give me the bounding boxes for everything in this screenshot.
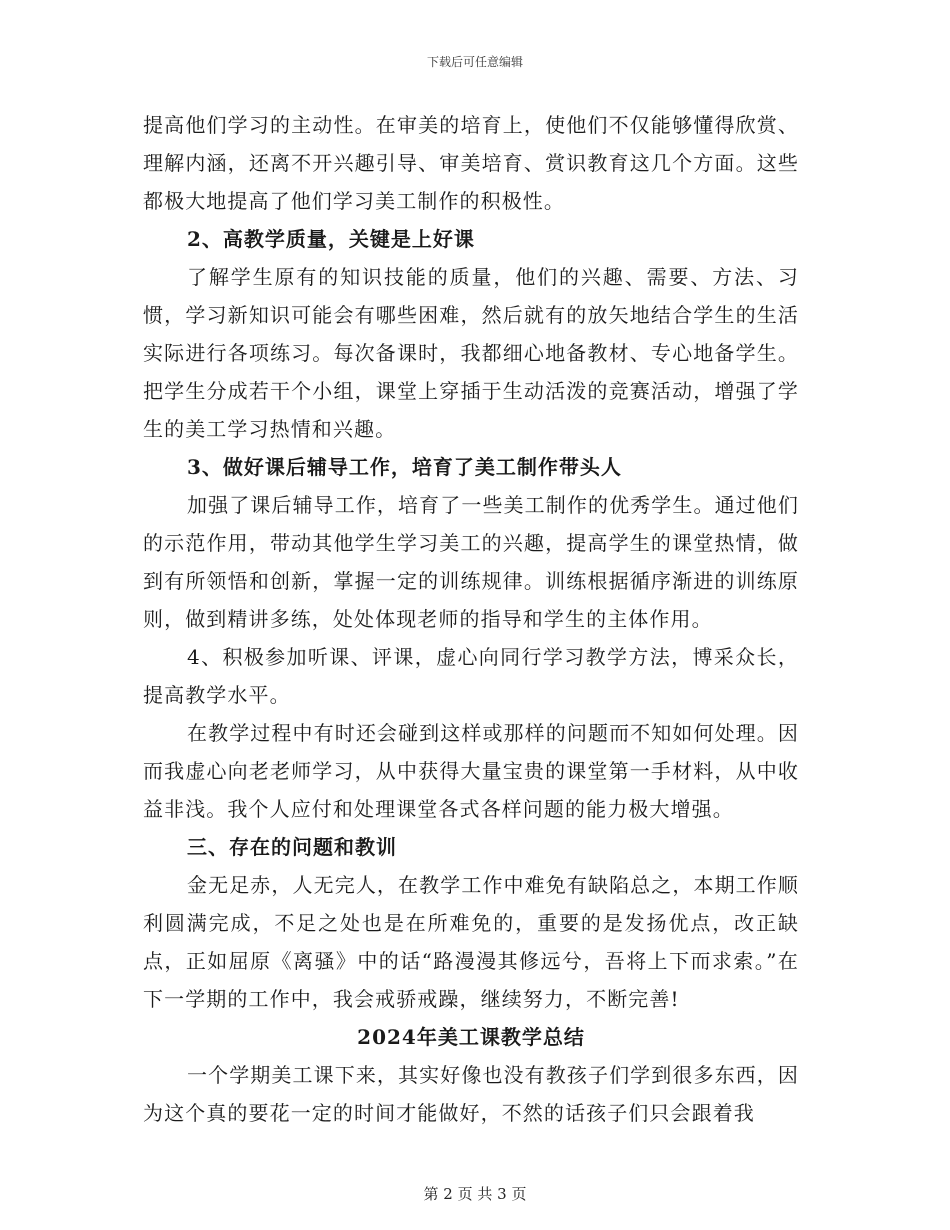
section-heading-3: 3、做好课后辅导工作，培育了美工制作带头人	[187, 455, 622, 479]
section-heading-problems: 三、存在的问题和教训	[187, 835, 397, 859]
page-header-note: 下载后可任意编辑	[426, 55, 523, 69]
section-heading-2: 2、高教学质量，关键是上好课	[187, 227, 475, 251]
paragraph-6: 金无足赤，人无完人，在教学工作中难免有缺陷总之，本期工作顺利圆满完成，不足之处也是在所难免的，重要的是发扬优点，改正缺点，正如屈原《离骚》中的话“路漫漫其修远兮，吾将上下而求索。”在下一学期的工作中，我会戒骄戒躁，继续努力，不断完善!	[143, 873, 799, 1011]
paragraph-3: 加强了课后辅导工作，培育了一些美工制作的优秀学生。通过他们的示范作用，带动其他学生学习美工的兴趣，提高学生的课堂热情，做到有所领悟和创新，掌握一定的训练规律。训练根据循序渐进的训练原则，做到精讲多练，处处体现老师的指导和学生的主体作用。	[143, 493, 799, 631]
paragraph-7: 一个学期美工课下来，其实好像也没有教孩子们学到很多东西，因为这个真的要花一定的时间才能做好，不然的话孩子们只会跟着我	[143, 1063, 799, 1125]
document-body	[143, 106, 799, 1132]
paragraph-2: 了解学生原有的知识技能的质量，他们的兴趣、需要、方法、习惯，学习新知识可能会有哪些困难，然后就有的放矢地结合学生的生活实际进行各项练习。每次备课时，我都细心地备教材、专心地备学生。把学生分成若干个小组，课堂上穿插于生动活泼的竞赛活动，增强了学生的美工学习热情和兴趣。	[143, 265, 799, 441]
paragraph-1: 提高他们学习的主动性。在审美的培育上，使他们不仅能够懂得欣赏、理解内涵，还离不开兴趣引导、审美培育、赏识教育这几个方面。这些都极大地提高了他们学习美工制作的积极性。	[143, 113, 799, 213]
paragraph-4: 4、积极参加听课、评课，虚心向同行学习教学方法，博采众长，提高教学水平。	[143, 645, 799, 707]
paragraph-5: 在教学过程中有时还会碰到这样或那样的问题而不知如何处理。因而我虚心向老老师学习，从中获得大量宝贵的课堂第一手材料，从中收益非浅。我个人应付和处理课堂各式各样问题的能力极大增强。	[143, 721, 799, 821]
document-title: 2024年美工课教学总结	[357, 1025, 585, 1049]
page-number: 第 2 页 共 3 页	[423, 1185, 527, 1203]
